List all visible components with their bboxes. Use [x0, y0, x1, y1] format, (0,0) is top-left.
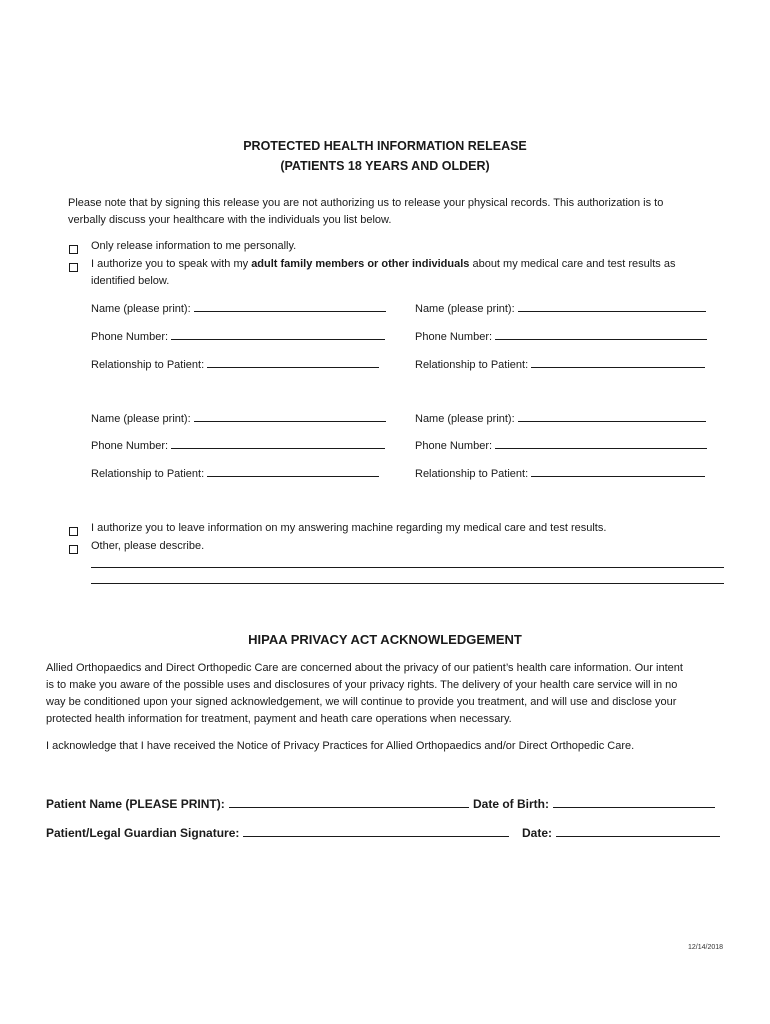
phone-line [171, 329, 385, 340]
contact2-name-field[interactable] [415, 301, 706, 315]
relationship-label: Relationship to Patient: [415, 359, 529, 371]
guardian-signature-line [243, 825, 509, 837]
contact3-name-field[interactable] [91, 411, 386, 425]
option-answering-machine-label: I authorize you to leave information on my answering machine regarding my medical care and test results. [91, 522, 607, 534]
hipaa-acknowledgement: I acknowledge that I have received the Notice of Privacy Practices for Allied Orthopaedics and/or Direct Orthopedic Care. [46, 740, 635, 752]
hipaa-paragraph-line-4: protected health information for treatment, payment and heath care operations when necessary. [46, 713, 512, 725]
relationship-label: Relationship to Patient: [415, 468, 529, 480]
phone-label: Phone Number: [91, 331, 169, 343]
patient-name-field[interactable] [46, 796, 469, 811]
intro-line-1: Please note that by signing this release you are not authorizing us to release your physical records. This authorization is to [68, 197, 664, 209]
contact1-relationship-field[interactable] [91, 357, 379, 371]
option-text-start: I authorize you to speak with my [91, 258, 252, 270]
name-label: Name (please print): [91, 413, 191, 425]
intro-line-2: verbally discuss your healthcare with the individuals you list below. [68, 214, 392, 226]
relationship-line [207, 466, 379, 477]
hipaa-title: HIPAA PRIVACY ACT ACKNOWLEDGEMENT [248, 632, 522, 647]
option-authorize-family-label-line2: identified below. [91, 275, 170, 287]
name-line [194, 301, 386, 312]
revision-date: 12/14/2018 [688, 944, 724, 951]
checkbox-authorize-family[interactable] [69, 259, 78, 277]
name-label: Name (please print): [415, 413, 515, 425]
phone-line [171, 438, 385, 449]
checkbox-release-to-me[interactable] [69, 241, 78, 259]
name-line [518, 301, 706, 312]
option-text-end: about my medical care and test results as [469, 258, 676, 270]
other-description-line-1[interactable] [91, 567, 724, 568]
hipaa-paragraph-line-3: way be conditioned upon your signed acknowledgement, we will continue to provide you treatment, and will use and disclose your [46, 696, 677, 708]
patient-name-line [229, 796, 469, 808]
checkbox-answering-machine[interactable] [69, 523, 78, 541]
contact4-phone-field[interactable] [415, 438, 707, 452]
name-line [518, 411, 706, 422]
signature-date-label: Date: [522, 826, 553, 840]
name-line [194, 411, 386, 422]
release-subtitle: (PATIENTS 18 YEARS AND OLDER) [280, 159, 490, 173]
checkbox-other[interactable] [69, 541, 78, 559]
option-other-label: Other, please describe. [91, 540, 205, 552]
relationship-line [207, 357, 379, 368]
guardian-signature-label: Patient/Legal Guardian Signature: [46, 826, 240, 840]
hipaa-paragraph-line-2: is to make you aware of the possible uses and disclosures of your privacy rights. The delivery of your health care service will in no [46, 679, 678, 691]
name-label: Name (please print): [415, 303, 515, 315]
phone-label: Phone Number: [91, 440, 169, 452]
patient-name-label: Patient Name (PLEASE PRINT): [46, 797, 225, 811]
option-authorize-family-label [91, 256, 675, 274]
dob-label: Date of Birth: [473, 797, 549, 811]
phone-label: Phone Number: [415, 331, 493, 343]
contact2-phone-field[interactable] [415, 329, 707, 343]
signature-date-line [556, 825, 720, 837]
contact3-phone-field[interactable] [91, 438, 385, 452]
other-description-line-2[interactable] [91, 583, 724, 584]
contact4-name-field[interactable] [415, 411, 706, 425]
option-release-to-me-label: Only release information to me personally. [91, 240, 297, 252]
release-title: PROTECTED HEALTH INFORMATION RELEASE [243, 139, 527, 153]
name-label: Name (please print): [91, 303, 191, 315]
relationship-label: Relationship to Patient: [91, 468, 205, 480]
dob-field[interactable] [473, 796, 715, 811]
guardian-signature-field[interactable] [46, 825, 509, 840]
relationship-label: Relationship to Patient: [91, 359, 205, 371]
contact1-name-field[interactable] [91, 301, 386, 315]
phone-label: Phone Number: [415, 440, 493, 452]
hipaa-paragraph-line-1: Allied Orthopaedics and Direct Orthopedic Care are concerned about the privacy of our patient’s health care information. Our intent [46, 662, 683, 674]
relationship-line [531, 466, 705, 477]
contact4-relationship-field[interactable] [415, 466, 705, 480]
option-text-bold: adult family members or other individuals [251, 258, 470, 270]
contact1-phone-field[interactable] [91, 329, 385, 343]
signature-date-field[interactable] [522, 825, 720, 840]
phone-line [495, 329, 707, 340]
relationship-line [531, 357, 705, 368]
dob-line [553, 796, 715, 808]
contact2-relationship-field[interactable] [415, 357, 705, 371]
contact3-relationship-field[interactable] [91, 466, 379, 480]
phone-line [495, 438, 707, 449]
